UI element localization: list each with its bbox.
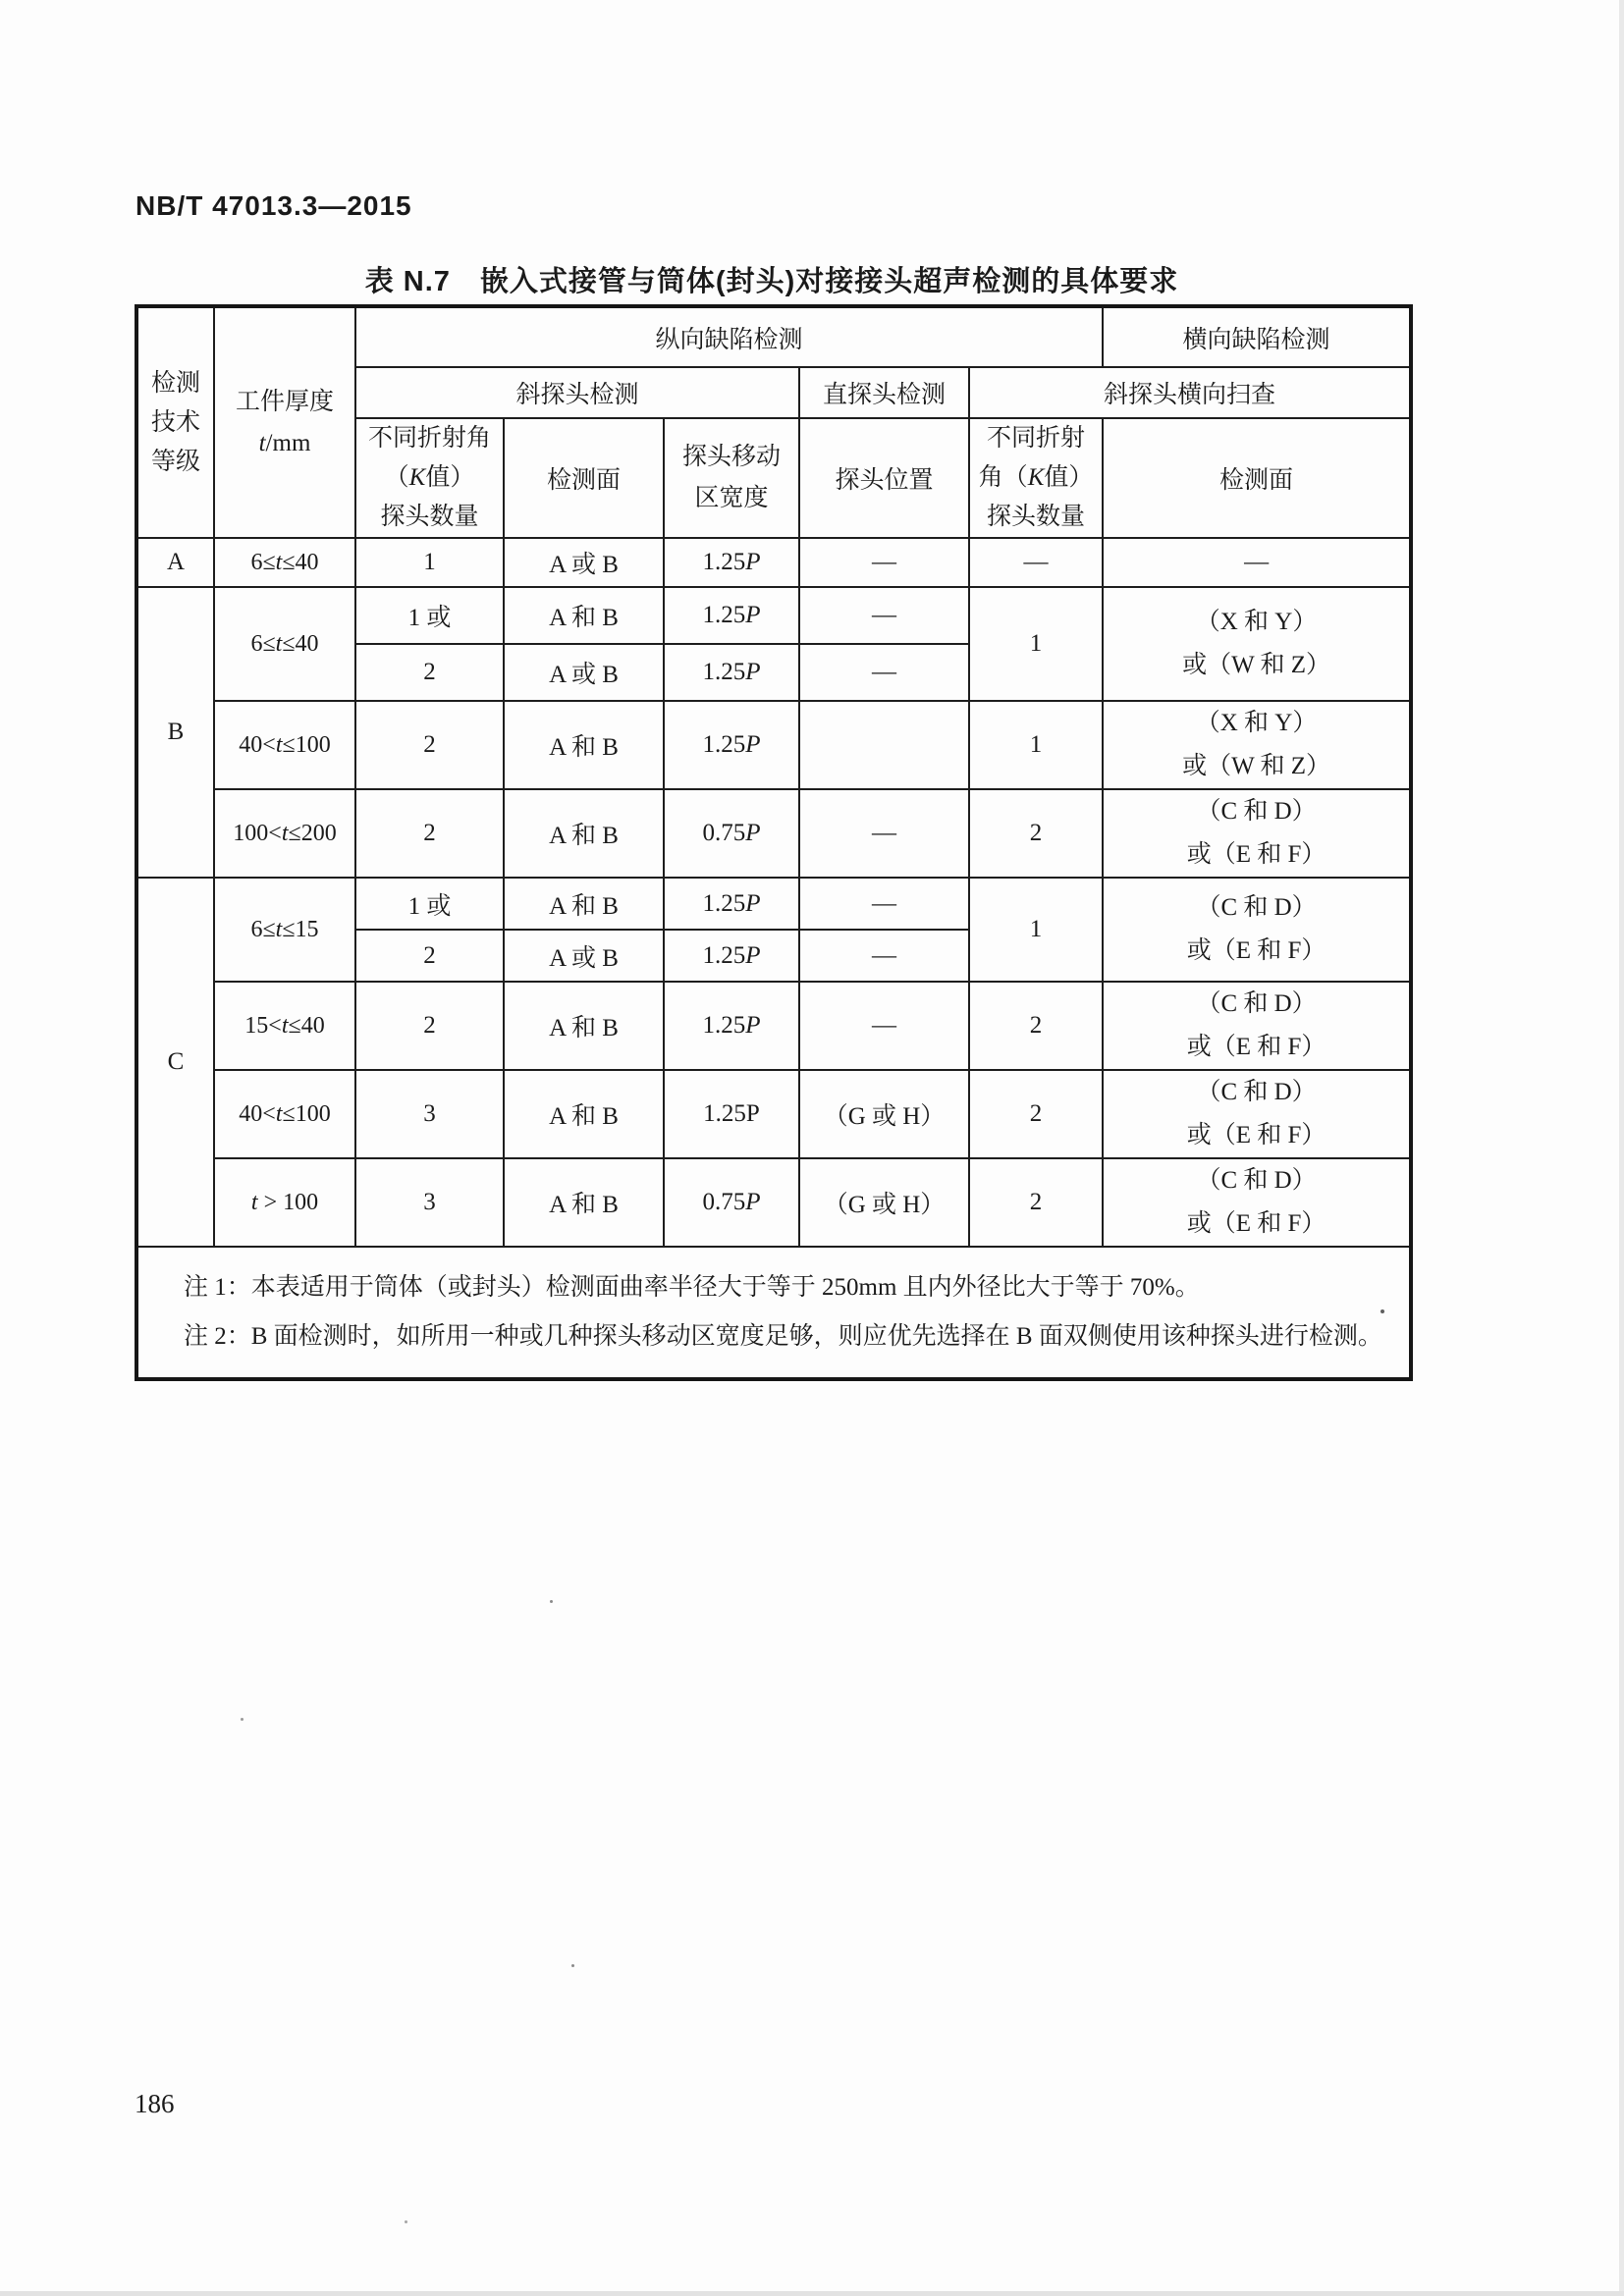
header-move-zone-lines xyxy=(665,437,798,519)
header-angle-probe: 斜探头检测 xyxy=(355,367,799,418)
cell-surface-2: （C 和 D） 或（E 和 F） xyxy=(1103,878,1411,982)
cell-move-zone: 1.25P xyxy=(664,930,799,982)
cell-move-zone: 1.25P xyxy=(664,644,799,701)
cell-position: — xyxy=(799,930,969,982)
table-notes xyxy=(136,1247,1411,1379)
header-k-count-2 xyxy=(969,418,1103,538)
cell-k-count-2: 2 xyxy=(969,982,1103,1070)
cell-surface: A 或 B xyxy=(504,930,664,982)
cell-k-count: 2 xyxy=(355,789,504,878)
cell-move-zone: 0.75P xyxy=(664,1158,799,1247)
cell-surface: A 和 B xyxy=(504,701,664,789)
cell-move-zone: 1.25P xyxy=(664,878,799,930)
header-line: 角（K值） xyxy=(978,464,1094,491)
header-probe-position: 探头位置 xyxy=(799,418,969,538)
cell-k-count-2: 2 xyxy=(969,1070,1103,1158)
spec-table xyxy=(135,304,1413,1381)
cell-surface: A 和 B xyxy=(504,1070,664,1158)
header-move-zone xyxy=(664,418,799,538)
cell-position: — xyxy=(799,789,969,878)
cell-thickness: 40<t≤100 xyxy=(214,701,355,789)
table-title: 表 N.7 嵌入式接管与筒体(封头)对接接头超声检测的具体要求 xyxy=(364,266,1179,297)
cell-surface-2: — xyxy=(1103,538,1411,587)
cell-k-count-2: — xyxy=(969,538,1103,587)
header-tech-level xyxy=(136,306,214,538)
cell-k-count: 2 xyxy=(355,982,504,1070)
cell-k-count-2: 1 xyxy=(969,878,1103,982)
cell-surface: A 和 B xyxy=(504,587,664,644)
scan-edge-bottom xyxy=(0,2291,1624,2296)
header-line: 技术 xyxy=(150,408,200,436)
cell-k-count-2: 1 xyxy=(969,587,1103,701)
header-surface-2: 检测面 xyxy=(1103,418,1411,538)
k-symbol: K xyxy=(408,464,426,491)
header-line: （K值） xyxy=(384,464,475,491)
cell-k-count: 2 xyxy=(355,930,504,982)
thickness-symbol: t xyxy=(258,429,266,456)
cell-k-count: 1 xyxy=(355,538,504,587)
header-k-count-1 xyxy=(355,418,504,538)
cell-level: A xyxy=(136,538,214,587)
cell-move-zone: 1.25P xyxy=(664,587,799,644)
header-line: 探头数量 xyxy=(380,504,479,530)
table-row-B1 xyxy=(136,587,1411,644)
cell-thickness: t > 100 xyxy=(214,1158,355,1247)
cell-thickness: 15<t≤40 xyxy=(214,982,355,1070)
cell-k-count: 1 或 xyxy=(355,878,504,930)
page-number: 186 xyxy=(135,2089,175,2118)
header-tech-level-lines xyxy=(138,364,213,482)
cell-k-count-2: 1 xyxy=(969,701,1103,789)
cell-position: — xyxy=(799,538,969,587)
cell-surface-2: （X 和 Y） 或（W 和 Z） xyxy=(1103,587,1411,701)
header-transverse: 横向缺陷检测 xyxy=(1103,306,1411,367)
header-line: 检测 xyxy=(150,369,200,397)
cell-thickness: 40<t≤100 xyxy=(214,1070,355,1158)
header-line: 探头移动 xyxy=(681,444,781,470)
cell-level: C xyxy=(136,878,214,1247)
cell-move-zone: 1.25P xyxy=(664,701,799,789)
cell-surface-2: （X 和 Y） 或（W 和 Z） xyxy=(1103,701,1411,789)
table-row-C5 xyxy=(136,1158,1411,1247)
header-thickness-unit xyxy=(215,423,354,464)
cell-position: — xyxy=(799,878,969,930)
cell-k-count: 2 xyxy=(355,644,504,701)
table-row-A xyxy=(136,538,1411,587)
cell-surface-2: （C 和 D） 或（E 和 F） xyxy=(1103,982,1411,1070)
cell-surface: A 和 B xyxy=(504,789,664,878)
cell-surface-2: （C 和 D） 或（E 和 F） xyxy=(1103,1158,1411,1247)
scan-edge-right xyxy=(1619,0,1624,2296)
cell-surface-2: （C 和 D） 或（E 和 F） xyxy=(1103,789,1411,878)
scan-speck xyxy=(241,1718,244,1721)
cell-thickness: 6≤t≤40 xyxy=(214,538,355,587)
header-k-count-1-lines xyxy=(356,419,503,537)
table-row-C1 xyxy=(136,878,1411,930)
cell-position: （G 或 H） xyxy=(799,1070,969,1158)
scan-speck xyxy=(550,1600,553,1603)
header-row-1 xyxy=(136,306,1411,367)
table-row-B3 xyxy=(136,701,1411,789)
table-notes-row xyxy=(136,1247,1411,1379)
header-thickness xyxy=(214,306,355,538)
header-line: 不同折射 xyxy=(987,425,1086,452)
cell-k-count: 2 xyxy=(355,701,504,789)
header-line: 工件厚度 xyxy=(235,388,334,415)
thickness-unit: /mm xyxy=(265,429,311,456)
header-line: 等级 xyxy=(150,448,200,475)
cell-surface: A 和 B xyxy=(504,878,664,930)
header-straight-probe: 直探头检测 xyxy=(799,367,969,418)
header-surface-1: 检测面 xyxy=(504,418,664,538)
table-row-B4 xyxy=(136,789,1411,878)
table-row-C3 xyxy=(136,982,1411,1070)
header-longitudinal: 纵向缺陷检测 xyxy=(355,306,1103,367)
cell-k-count-2: 2 xyxy=(969,1158,1103,1247)
cell-level: B xyxy=(136,587,214,878)
cell-position: （G 或 H） xyxy=(799,1158,969,1247)
cell-surface: A 或 B xyxy=(504,644,664,701)
header-line: 不同折射角 xyxy=(367,425,491,452)
cell-position: — xyxy=(799,587,969,644)
scan-speck xyxy=(405,2220,407,2223)
cell-surface-2: （C 和 D） 或（E 和 F） xyxy=(1103,1070,1411,1158)
cell-k-count: 1 或 xyxy=(355,587,504,644)
scan-speck xyxy=(571,1964,574,1967)
k-symbol: K xyxy=(1027,464,1045,491)
header-angle-transverse-scan: 斜探头横向扫查 xyxy=(969,367,1411,418)
note-2: 注 2：B 面检测时，如所用一种或几种探头移动区宽度足够，则应优先选择在 B 面双侧使用该种探头进行检测。 xyxy=(184,1323,1382,1350)
cell-thickness: 6≤t≤40 xyxy=(214,587,355,701)
standard-number: NB/T 47013.3—2015 xyxy=(135,190,412,221)
cell-thickness: 6≤t≤15 xyxy=(214,878,355,982)
cell-move-zone: 1.25P xyxy=(664,538,799,587)
table-row-C4 xyxy=(136,1070,1411,1158)
cell-move-zone: 1.25P xyxy=(664,1070,799,1158)
cell-k-count: 3 xyxy=(355,1070,504,1158)
header-line: 探头数量 xyxy=(987,504,1086,530)
header-thickness-lines xyxy=(215,382,354,464)
cell-position-empty xyxy=(799,701,969,789)
scan-speck xyxy=(1380,1309,1384,1313)
header-line: 区宽度 xyxy=(694,485,769,511)
cell-move-zone: 1.25P xyxy=(664,982,799,1070)
cell-thickness: 100<t≤200 xyxy=(214,789,355,878)
cell-position: — xyxy=(799,644,969,701)
cell-surface: A 和 B xyxy=(504,982,664,1070)
header-k-count-2-lines xyxy=(970,419,1102,537)
cell-move-zone: 0.75P xyxy=(664,789,799,878)
cell-surface: A 或 B xyxy=(504,538,664,587)
cell-position: — xyxy=(799,982,969,1070)
cell-k-count-2: 2 xyxy=(969,789,1103,878)
cell-k-count: 3 xyxy=(355,1158,504,1247)
cell-surface: A 和 B xyxy=(504,1158,664,1247)
note-1: 注 1：本表适用于筒体（或封头）检测面曲率半径大于等于 250mm 且内外径比大于等于 70%。 xyxy=(184,1274,1200,1301)
